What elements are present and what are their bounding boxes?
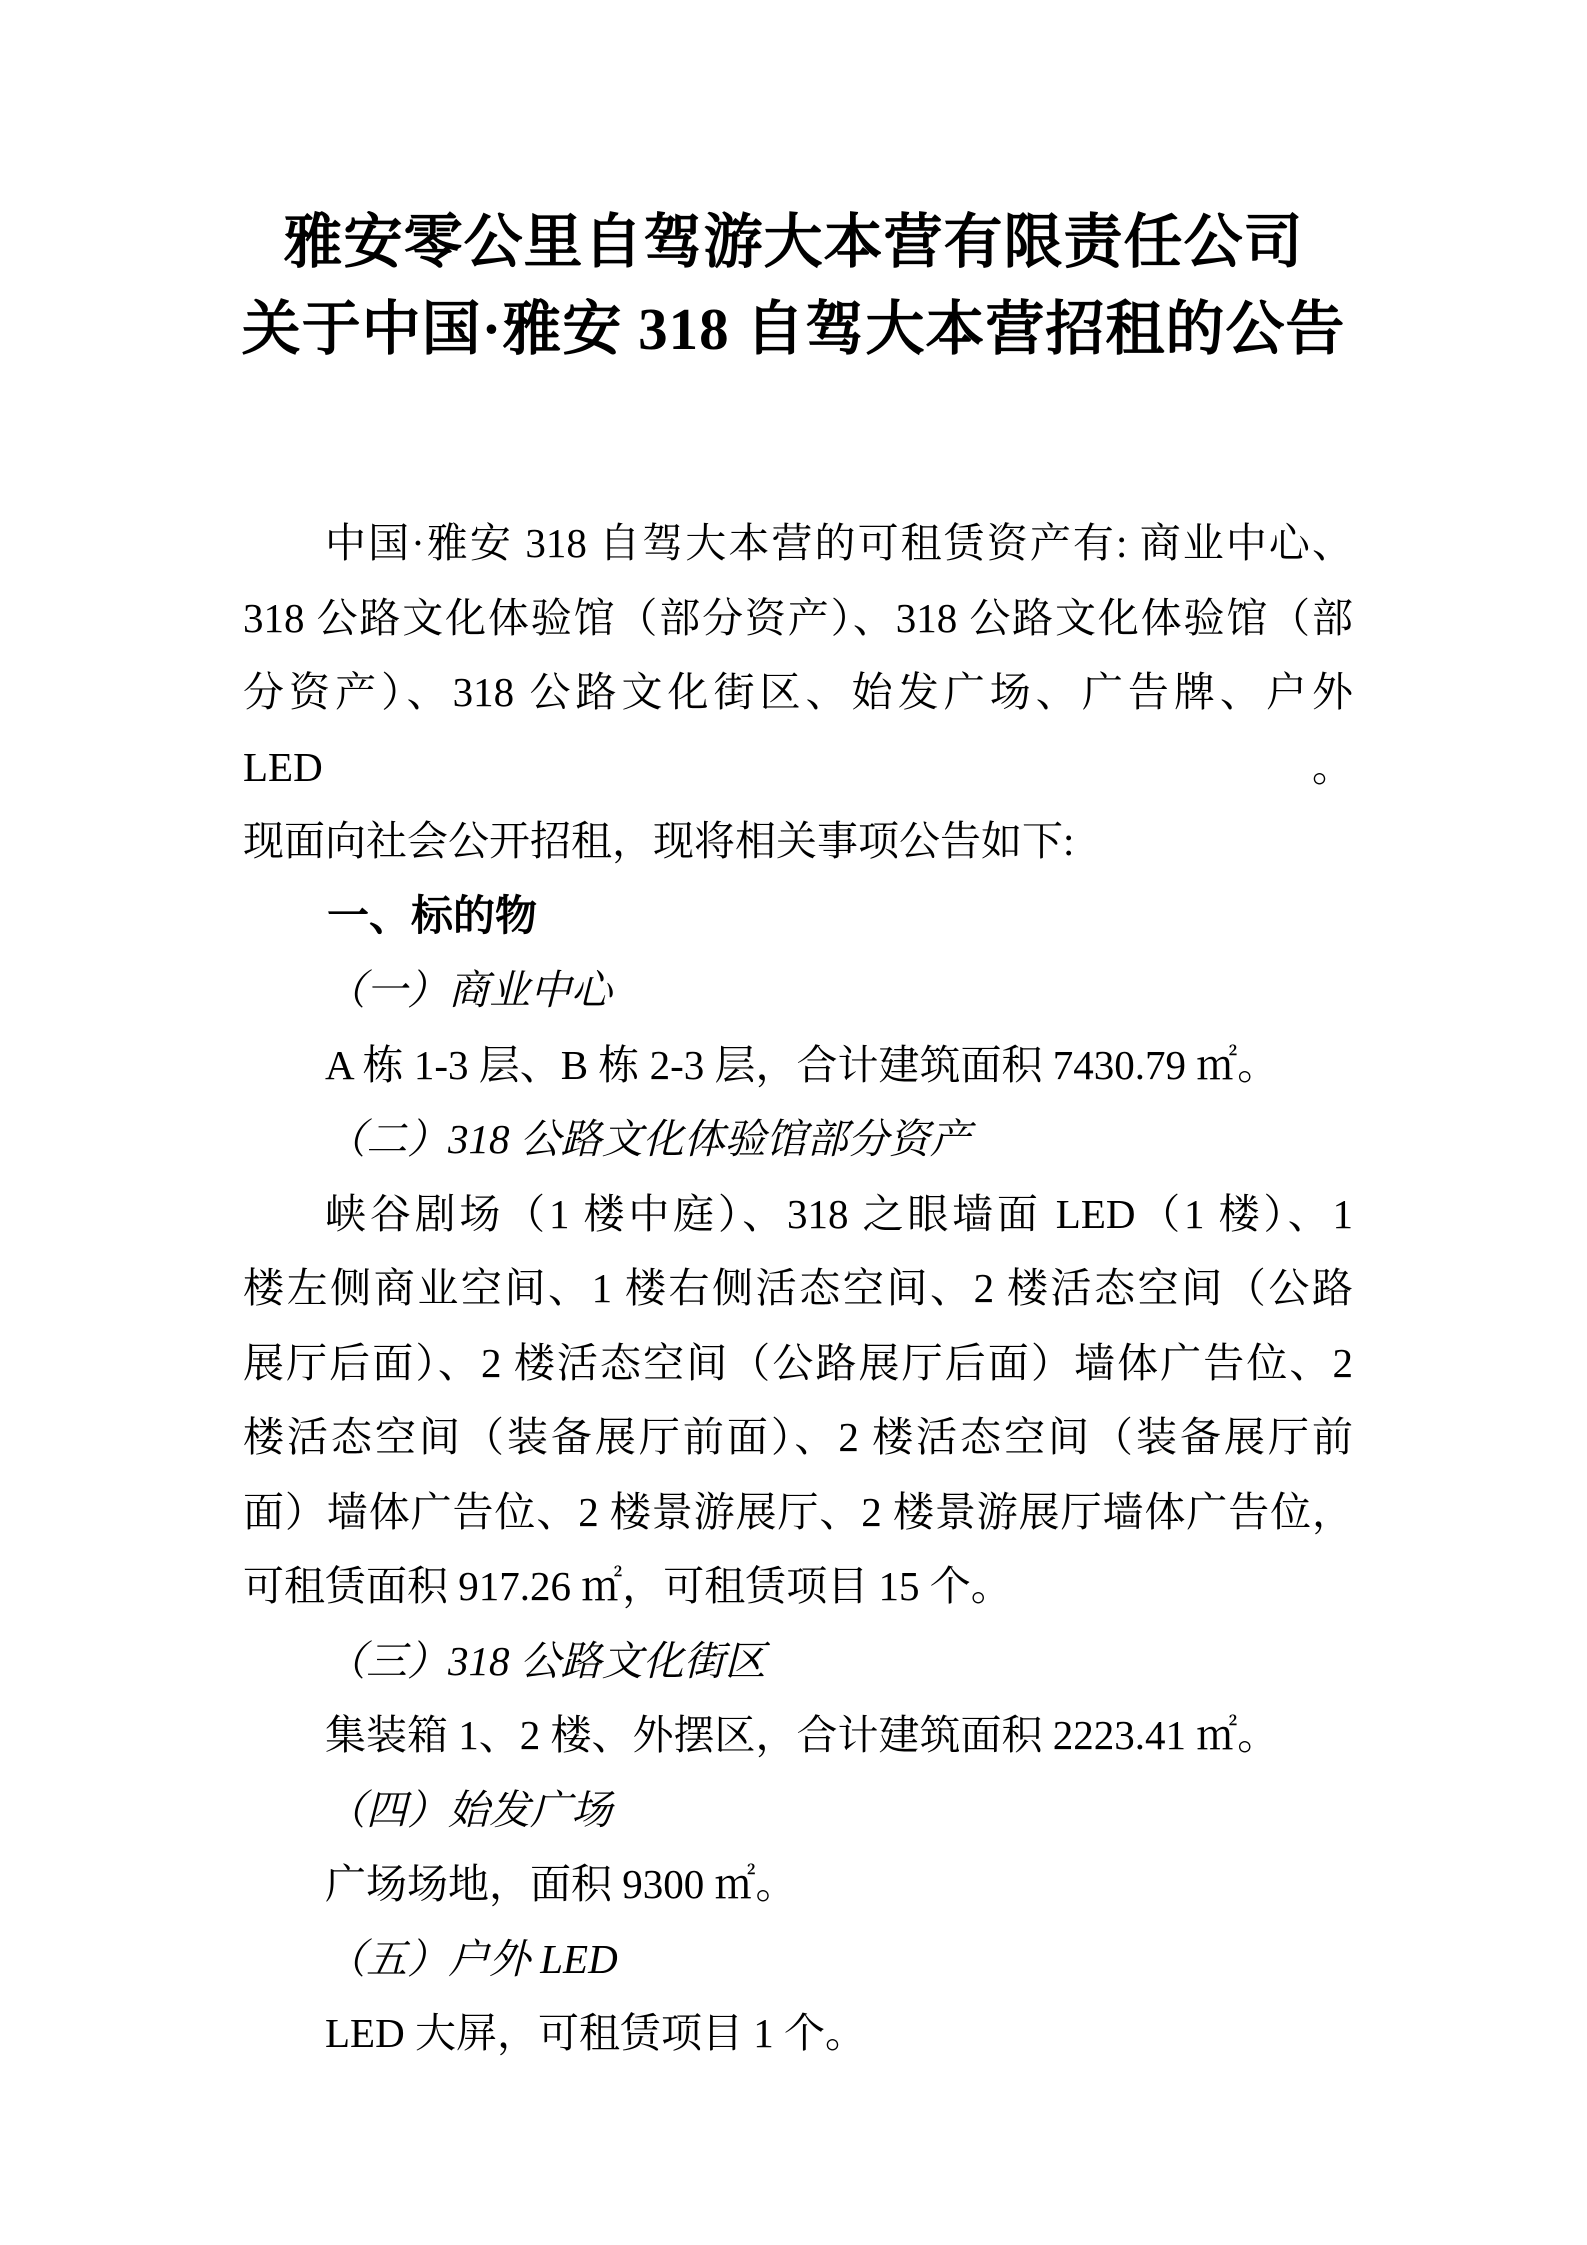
line-experience-hall-detail-3: 展厅后面）、2 楼活态空间（公路展厅后面）墙体广告位、2 (243, 1339, 1353, 1386)
intro-paragraph-line-4: 现面向社会公开招租，现将相关事项公告如下: (243, 818, 1075, 864)
subheading-3-318-culture-street: （三）318 公路文化街区 (325, 1637, 766, 1684)
intro-paragraph-line-1: 中国·雅安 318 自驾大本营的可租赁资产有: 商业中心、 (325, 520, 1353, 566)
line-experience-hall-detail-1: 峡谷剧场（1 楼中庭）、318 之眼墙面 LED（1 楼）、1 (325, 1190, 1353, 1237)
line-experience-hall-detail-4: 楼活态空间（装备展厅前面）、2 楼活态空间（装备展厅前 (243, 1414, 1353, 1460)
intro-paragraph-line-3: 分资产）、318 公路文化街区、始发广场、广告牌、户外 LED。 (243, 669, 1353, 790)
line-departure-square-detail: 广场场地，面积 9300 ㎡。 (325, 1861, 797, 1907)
document-body (243, 506, 1353, 2071)
line-experience-hall-detail-5: 面）墙体广告位、2 楼景游展厅、2 楼景游展厅墙体广告位， (243, 1488, 1353, 1535)
line-business-center-detail: A 栋 1-3 层、B 栋 2-3 层，合计建筑面积 7430.79 ㎡。 (325, 1041, 1279, 1088)
subheading-4-departure-square: （四）始发广场 (325, 1786, 612, 1833)
document-title (0, 0, 1587, 373)
heading-1-subject-matter: 一、标的物 (327, 891, 538, 939)
document-title-line-1: 雅安零公里自驾游大本营有限责任公司 (283, 209, 1304, 275)
intro-paragraph-line-2: 318 公路文化体验馆（部分资产）、318 公路文化体验馆（部 (243, 594, 1353, 641)
document-title-line-2: 关于中国·雅安 318 自驾大本营招租的公告 (241, 296, 1346, 362)
line-outdoor-led-detail: LED 大屏，可租赁项目 1 个。 (325, 2010, 866, 2056)
line-experience-hall-detail-2: 楼左侧商业空间、1 楼右侧活态空间、2 楼活态空间（公路 (243, 1265, 1353, 1311)
subheading-1-business-center: （一）商业中心 (325, 967, 612, 1013)
subheading-5-outdoor-led: （五）户外 LED (325, 1935, 618, 1982)
subheading-2-318-experience-hall: （二）318 公路文化体验馆部分资产 (325, 1116, 971, 1162)
line-culture-street-detail: 集装箱 1、2 楼、外摆区，合计建筑面积 2223.41 ㎡。 (325, 1712, 1279, 1758)
line-experience-hall-detail-6: 可租赁面积 917.26 ㎡，可租赁项目 15 个。 (243, 1563, 1012, 1609)
